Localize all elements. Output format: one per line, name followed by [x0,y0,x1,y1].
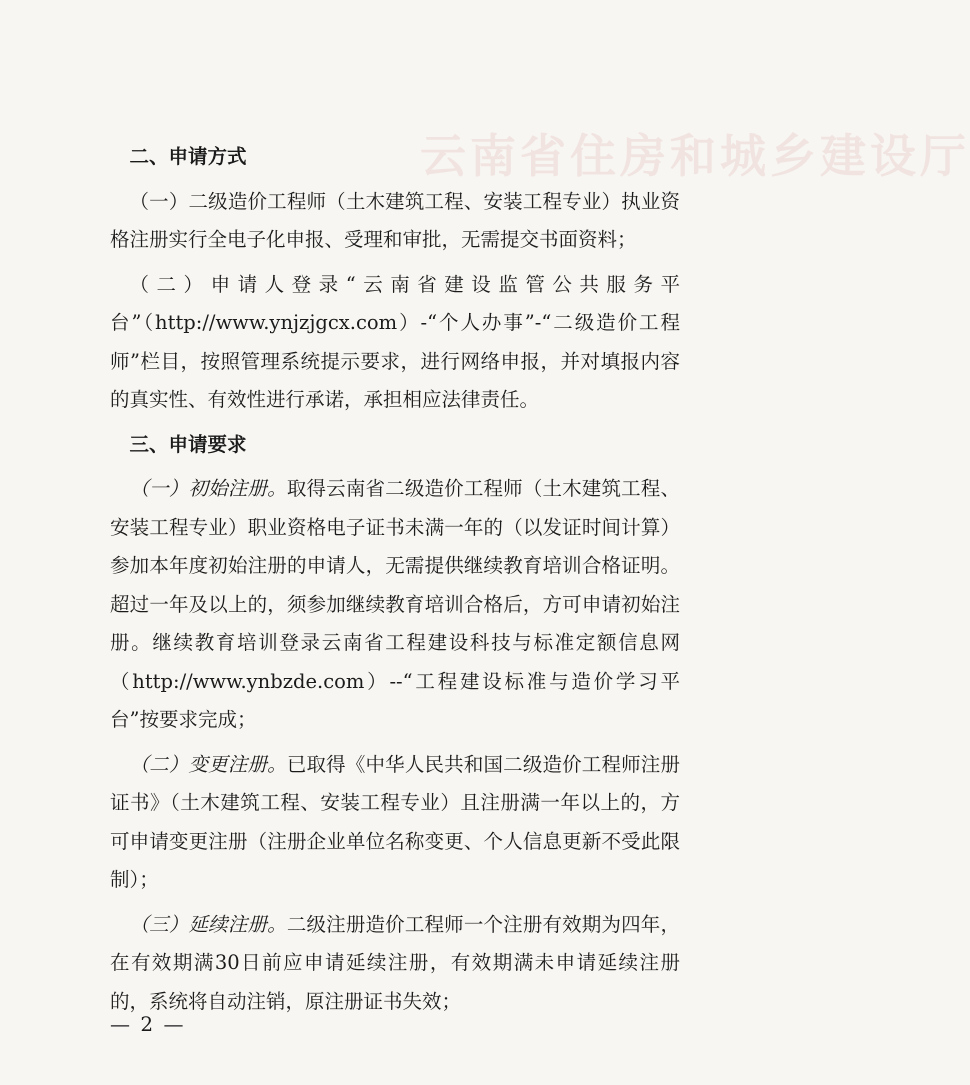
page-number: — 2 — [110,1012,186,1036]
renewal-registration-label: （三）延续注册。 [129,912,287,936]
section-2-paragraph-2: （二）申请人登录“云南省建设监管公共服务平台”（http://www.ynjzjgcx.com）-“个人办事”-“二级造价工程师”栏目，按照管理系统提示要求，进行网络申报，并对填报内容的真实性、有效性进行承诺，承担相应法律责任。 [110,272,680,411]
change-registration-label: （二）变更注册。 [129,752,287,776]
section-3-heading: 三、申请要求 [129,432,247,456]
section-3-paragraph-3 [110,906,680,1022]
section-3-paragraph-1 [110,470,680,740]
initial-registration-text: 取得云南省二级造价工程师（土木建筑工程、安装工程专业）职业资格电子证书未满一年的（以发证时间计算）参加本年度初始注册的申请人，无需提供继续教育培训合格证明。超过一年及以上的，须参加继续教育培训合格后，方可申请初始注册。继续教育培训登录云南省工程建设科技与标准定额信息网（http://www.ynbzde.com）--“工程建设标准与造价学习平台”按要求完成； [110,477,680,731]
watermark: 云南省住房和城乡建设厅 [420,129,970,183]
section-2-paragraph-1: （一）二级造价工程师（土木建筑工程、安装工程专业）执业资格注册实行全电子化申报、受理和审批，无需提交书面资料； [110,189,680,251]
section-3-paragraph-2 [110,746,680,900]
section-2-heading: 二、申请方式 [129,145,247,168]
renewal-registration-text: 二级注册造价工程师一个注册有效期为四年，在有效期满30日前应申请延续注册，有效期满未申请延续注册的，系统将自动注销，原注册证书失效； [110,912,680,1013]
document-body [110,138,680,1021]
change-registration-text: 已取得《中华人民共和国二级造价工程师注册证书》（土木建筑工程、安装工程专业）且注册满一年以上的，方可申请变更注册（注册企业单位名称变更、个人信息更新不受此限制）； [110,752,680,891]
initial-registration-label: （一）初始注册。 [129,477,287,500]
